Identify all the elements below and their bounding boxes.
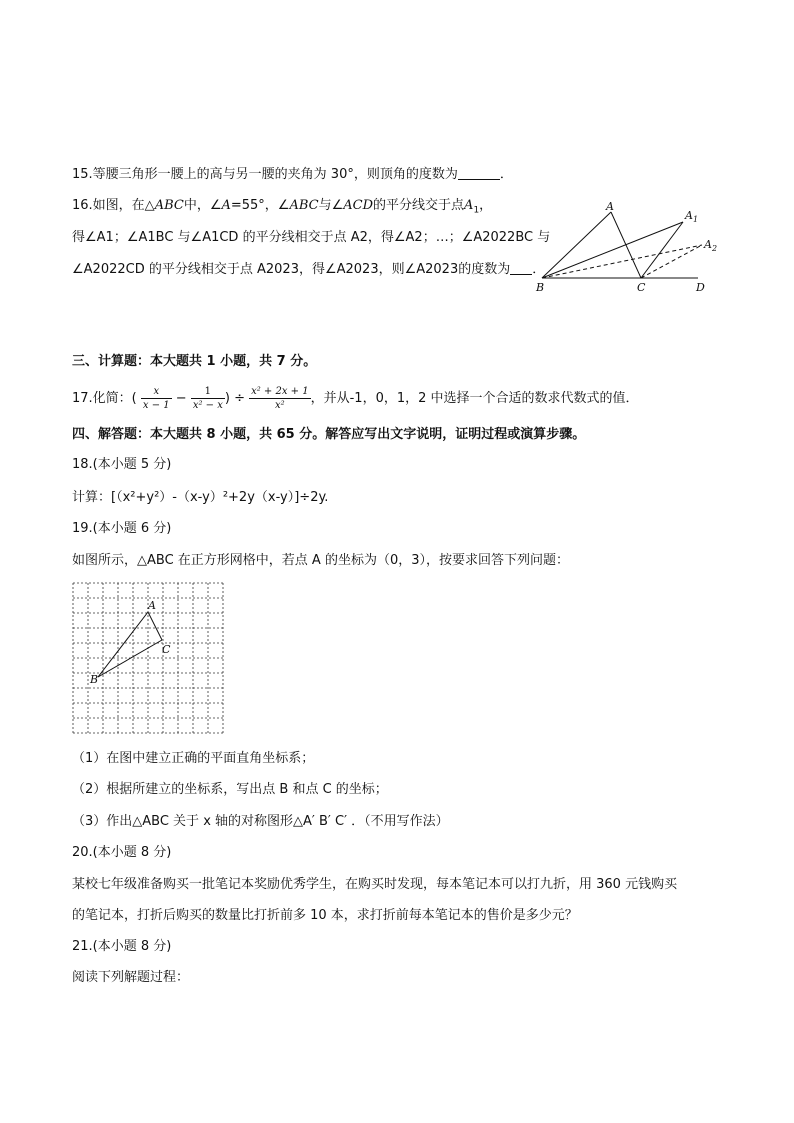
q17-suffix: ，并从-1，0，1，2 中选择一个合适的数求代数式的值． bbox=[310, 391, 639, 406]
question-21-head: 21.(本小题 8 分) bbox=[72, 939, 172, 954]
fraction-2: $\frac{1}{\text{x² − x}}$ bbox=[192, 386, 223, 411]
question-21-line-1: 阅读下列解题过程： bbox=[72, 970, 190, 985]
label-D: D bbox=[696, 281, 705, 294]
question-16-line-2: 得∠A1；∠A1BC 与∠A1CD 的平分线相交于点 A2，得∠A2；…；∠A2022BC 与 bbox=[72, 230, 551, 245]
line-CA2 bbox=[641, 245, 702, 278]
q19-item-3: （3）作出△ABC 关于 x 轴的对称图形△A′ B′ C′ ．（不用写作法） bbox=[72, 814, 449, 829]
q17-prefix: 17.化简：( bbox=[72, 391, 137, 406]
q19-item-1: （1）在图中建立正确的平面直角坐标系； bbox=[72, 751, 315, 766]
grid-label-A: A bbox=[148, 599, 156, 612]
label-B: B bbox=[536, 281, 545, 294]
q16-text: 与∠ bbox=[318, 198, 344, 213]
q16-text: =55°，∠ bbox=[230, 198, 290, 213]
question-20-head: 20.(本小题 8 分) bbox=[72, 845, 172, 860]
question-17 bbox=[72, 384, 639, 414]
fraction-3: $\frac{\text{x² + 2x + 1}}{\text{x²}}$ bbox=[251, 386, 309, 411]
q19-item-2: （2）根据所建立的坐标系，写出点 B 和点 C 的坐标； bbox=[72, 782, 388, 797]
label-A: A bbox=[606, 200, 614, 213]
q16-end: ． bbox=[532, 262, 546, 277]
question-20-line-1: 某校七年级准备购买一批笔记本奖励优秀学生，在购买时发现，每本笔记本可以打九折，用 360 元钱购买 bbox=[72, 877, 678, 892]
q16-text: 16.如图，在△ bbox=[72, 198, 155, 213]
line-BA2 bbox=[542, 245, 702, 278]
q16-math: ABC bbox=[154, 198, 184, 213]
line-BA bbox=[542, 212, 611, 278]
q16-math: A bbox=[464, 198, 474, 213]
triangle-side-BA bbox=[98, 612, 148, 677]
section-4-title: 四、解答题：本大题共 8 小题，共 65 分。解答应写出文字说明，证明过程或演算步骤。 bbox=[72, 427, 586, 442]
question-18-body: 计算：[（x²+y²）-（x-y）²+2y（x-y）]÷2y. bbox=[72, 490, 329, 505]
question-16-line-1 bbox=[72, 197, 492, 215]
grid-label-C: C bbox=[162, 643, 171, 656]
question-15 bbox=[72, 166, 513, 184]
grid-label-B: B bbox=[90, 673, 99, 686]
square-grid-figure bbox=[72, 582, 224, 734]
divide-sign: ) ÷ bbox=[224, 391, 245, 406]
answer-blank bbox=[458, 167, 500, 180]
triangle-side-BC bbox=[98, 640, 162, 677]
q16-math: A bbox=[221, 198, 231, 213]
q16-math: ABC bbox=[289, 198, 319, 213]
q16-text: 中，∠ bbox=[183, 198, 222, 213]
q16-math: ACD bbox=[343, 198, 374, 213]
angle-bisector-figure bbox=[530, 198, 730, 298]
q16-text: 的平分线交于点 bbox=[373, 198, 465, 213]
section-3-title: 三、计算题：本大题共 1 小题，共 7 分。 bbox=[72, 354, 317, 369]
label-A2: $A_2$ bbox=[704, 238, 718, 253]
answer-blank bbox=[510, 262, 532, 275]
question-16-line-3 bbox=[72, 261, 545, 279]
q16-text: ∠A2022CD 的平分线相交于点 A2023，得∠A2023，则∠A2023的度数为 bbox=[72, 262, 511, 277]
q16-subscript: 1 bbox=[473, 205, 480, 216]
question-19-head: 19.(本小题 6 分) bbox=[72, 521, 172, 536]
q16-text: ， bbox=[479, 198, 493, 213]
fraction-1: $\frac{x}{x - 1}$ bbox=[142, 386, 170, 411]
minus-sign: − bbox=[175, 391, 187, 406]
question-18-head: 18.(本小题 5 分) bbox=[72, 457, 172, 472]
question-19-intro: 如图所示，△ABC 在正方形网格中，若点 A 的坐标为（0，3），按要求回答下列问题： bbox=[72, 553, 569, 568]
question-15-end: ． bbox=[499, 167, 513, 182]
question-20-line-2: 的笔记本，打折后购买的数量比打折前多 10 本，求打折前每本笔记本的售价是多少元？ bbox=[72, 908, 578, 923]
label-C: C bbox=[637, 281, 646, 294]
label-A1: $A_1$ bbox=[685, 209, 699, 224]
question-15-text: 15.等腰三角形一腰上的高与另一腰的夹角为 30°，则顶角的度数为 bbox=[72, 167, 458, 182]
triangle-side-AC bbox=[148, 612, 162, 640]
